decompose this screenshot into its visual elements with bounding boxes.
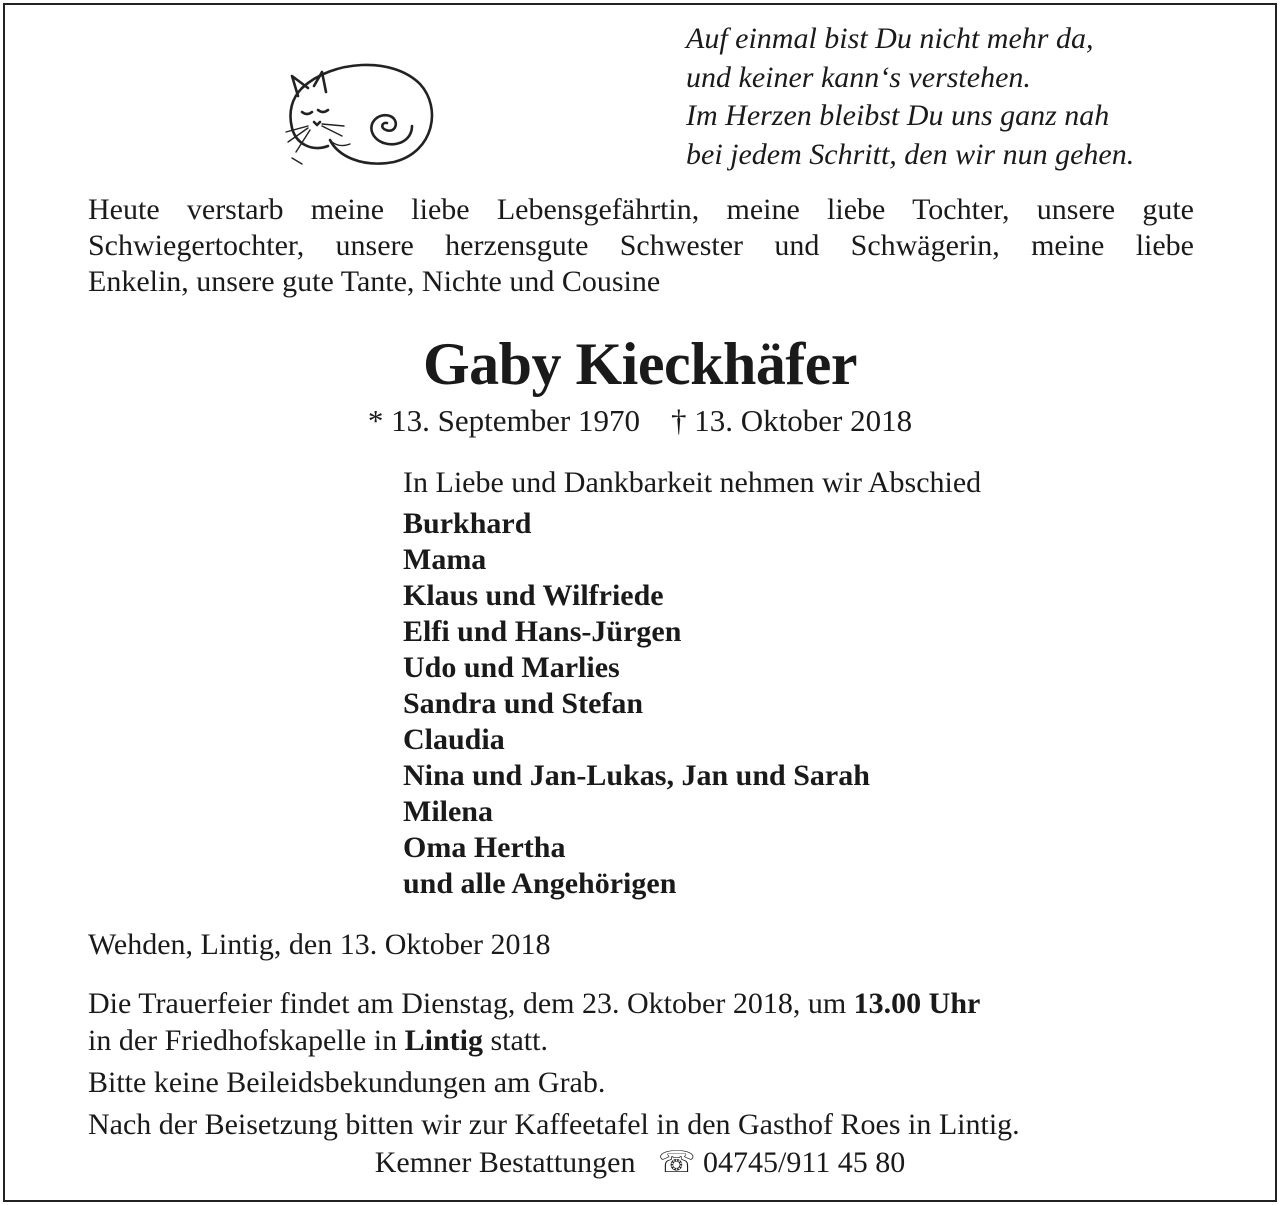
- life-dates: [0, 402, 1280, 440]
- phone-number: 04745/911 45 80: [703, 1146, 906, 1179]
- mourner: Claudia: [403, 723, 505, 756]
- intro-line: Schwiegertochter, unsere herzensgute Schwester und Schwägerin, meine liebe: [88, 229, 1194, 262]
- mourner: Sandra und Stefan: [403, 687, 644, 720]
- birth-date: * 13. September 1970: [367, 403, 640, 438]
- mourners-list: [403, 506, 870, 902]
- intro-line: Heute verstarb meine liebe Lebensgefährtin, meine liebe Tochter, unsere gute: [88, 193, 1194, 226]
- service-details: [88, 985, 1020, 1143]
- death-date: † 13. Oktober 2018: [670, 403, 913, 438]
- poem: [686, 20, 1134, 174]
- place-date: Wehden, Lintig, den 13. Oktober 2018: [88, 928, 551, 961]
- mourner: Nina und Jan-Lukas, Jan und Sarah: [403, 759, 870, 792]
- poem-line: und keiner kann‘s verstehen.: [686, 60, 1031, 94]
- curled-cat-icon: [262, 48, 442, 176]
- service-text: statt.: [482, 1024, 548, 1057]
- mourner: Mama: [403, 543, 487, 576]
- poem-line: Im Herzen bleibst Du uns ganz nah: [686, 99, 1110, 132]
- service-place: Lintig: [404, 1024, 483, 1057]
- service-time: 13.00 Uhr: [853, 987, 981, 1020]
- service-line-2: [88, 1022, 1020, 1059]
- service-text: in der Friedhofskapelle in: [88, 1024, 405, 1057]
- poem-line: Auf einmal bist Du nicht mehr da,: [686, 22, 1094, 55]
- service-text: Die Trauerfeier findet am Dienstag, dem 23. Oktober 2018, um: [88, 987, 854, 1020]
- telephone-icon: ☏: [658, 1146, 696, 1179]
- mourner: Oma Hertha: [403, 831, 566, 864]
- coffee-note: Nach der Beisetzung bitten wir zur Kaffeetafel in den Gasthof Roes in Lintig.: [88, 1108, 1020, 1141]
- mourner: und alle Angehörigen: [403, 867, 677, 900]
- mourner: Burkhard: [403, 507, 532, 540]
- mourner: Milena: [403, 795, 493, 828]
- mourner: Elfi und Hans-Jürgen: [403, 615, 682, 648]
- undertaker-name: Kemner Bestattungen: [374, 1146, 636, 1179]
- service-line-1: [88, 985, 1020, 1022]
- no-condolences-note: Bitte keine Beileidsbekundungen am Grab.: [88, 1066, 606, 1099]
- farewell-line: In Liebe und Dankbarkeit nehmen wir Abschied: [403, 466, 982, 499]
- deceased-name: Gaby Kieckhäfer: [422, 331, 858, 397]
- intro-text: [88, 192, 1194, 300]
- footer: [0, 1145, 1280, 1181]
- intro-line: Enkelin, unsere gute Tante, Nichte und Cousine: [88, 265, 661, 298]
- poem-line: bei jedem Schritt, den wir nun gehen.: [686, 137, 1135, 171]
- mourner: Klaus und Wilfriede: [403, 579, 664, 612]
- mourner: Udo und Marlies: [403, 651, 620, 684]
